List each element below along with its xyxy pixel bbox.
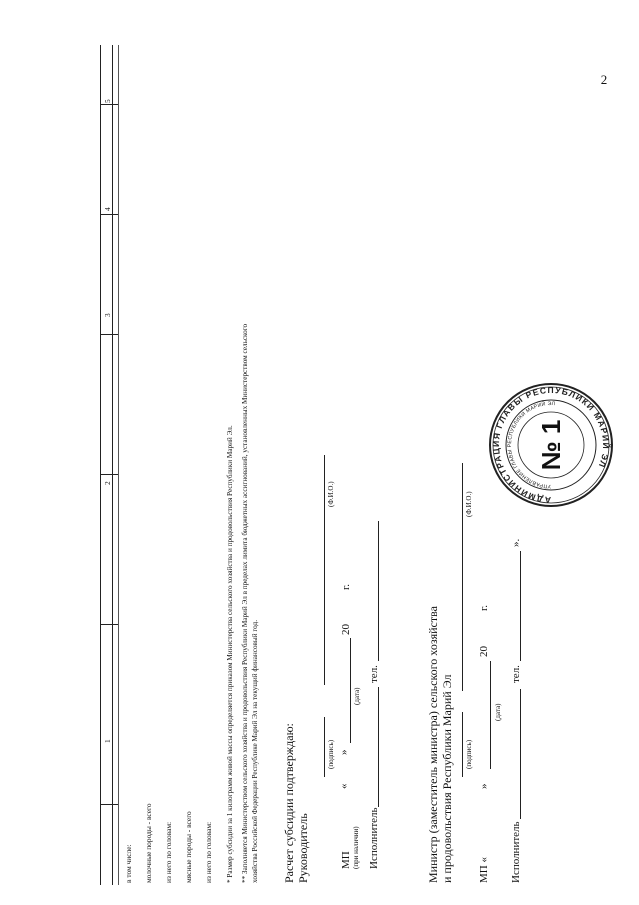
table-row-label: молочные породы - всего [144,803,153,883]
date-caption: (дата) [353,687,361,705]
signature-caption: (подпись) [327,739,335,769]
date-open: « [338,783,350,789]
minister-title-line2: и продовольствия Республики Марий Эл [440,674,454,883]
table-top-rule [100,45,101,885]
minister-phone-label: тел. [510,665,522,683]
year-suffix: г. [340,583,352,590]
date-close: » [338,749,350,755]
executor-label: Исполнитель [368,807,380,869]
column-number: 1 [103,739,112,743]
column-number: 3 [103,313,112,317]
table-col-divider [100,624,118,625]
confirm-title: Расчет субсидии подтверждаю: [282,723,296,883]
fio-line [324,455,325,685]
table-row-label: из него по головам: [164,821,173,883]
minister-executor-line [520,689,521,819]
minister-fio-caption: (Ф.И.О.) [465,491,473,517]
phone-line [378,521,379,661]
footnote-2: ** Заполняется Министерством сельского хозяйства и продовольствия Республики Марий Эл в пределах лимита бюджетных ассигнований, установленных Министерством сельского [241,323,249,883]
seal-inner-text: УПРАВЛЕНИЕ ГЛАВЫ РЕСПУБЛИКИ МАРИЙ ЭЛ [506,400,556,490]
table-col-divider [100,474,118,475]
minister-date-close: » [478,783,490,789]
minister-mp-label: МП « [478,857,490,883]
minister-date-caption: (дата) [494,703,502,721]
phone-label: тел. [368,665,380,683]
year-prefix: 20 [340,624,352,635]
minister-executor-label: Исполнитель [510,821,522,883]
executor-line [378,687,379,807]
footnote-1: * Размер субсидии за 1 килограмм живой массы определяется приказом Министерства сельского хозяйства и продовольствия Республики Марий Эл. [226,425,234,883]
seal-center-text: № 1 [536,419,566,471]
mp-note: (при наличии) [352,826,360,869]
table-col-divider [100,334,118,335]
fio-caption: (Ф.И.О.) [327,481,335,507]
column-number: 2 [103,481,112,485]
page-number: 2 [600,71,608,87]
table-col-divider [100,214,118,215]
minister-year-suffix: г. [478,604,490,611]
table-header-rule [112,45,113,885]
minister-signature-caption: (подпись) [465,739,473,769]
minister-title-line1: Министр (заместитель министра) сельского хозяйства [426,606,440,883]
table-col-divider [100,804,118,805]
official-seal-stamp [486,380,616,510]
minister-fio-line [462,463,463,691]
minister-date-line [490,661,491,769]
table-bottom-rule [118,45,119,885]
minister-signature-line [462,712,463,777]
date-line [350,638,351,743]
table-row-label: из него по головам: [204,821,213,883]
table-col-divider [100,104,118,105]
footnote-3: хозяйства Российской Федерации Республике Марий Эл на текущий финансовый год. [251,619,259,883]
minister-phone-line [520,551,521,661]
column-number: 4 [103,207,112,211]
confirm-role: Руководитель [296,813,310,883]
seal-outer-text: АДМИНИСТРАЦИЯ ГЛАВЫ РЕСПУБЛИКИ МАРИЙ ЭЛ [490,384,612,506]
signature-line [324,717,325,777]
column-number: 5 [103,99,112,103]
table-row-label: мясные породы - всего [184,811,193,883]
table-row-label: в том числе: [124,844,133,883]
minister-tail: ». [510,538,522,547]
minister-year-prefix: 20 [478,646,490,657]
mp-label: МП [340,851,352,869]
